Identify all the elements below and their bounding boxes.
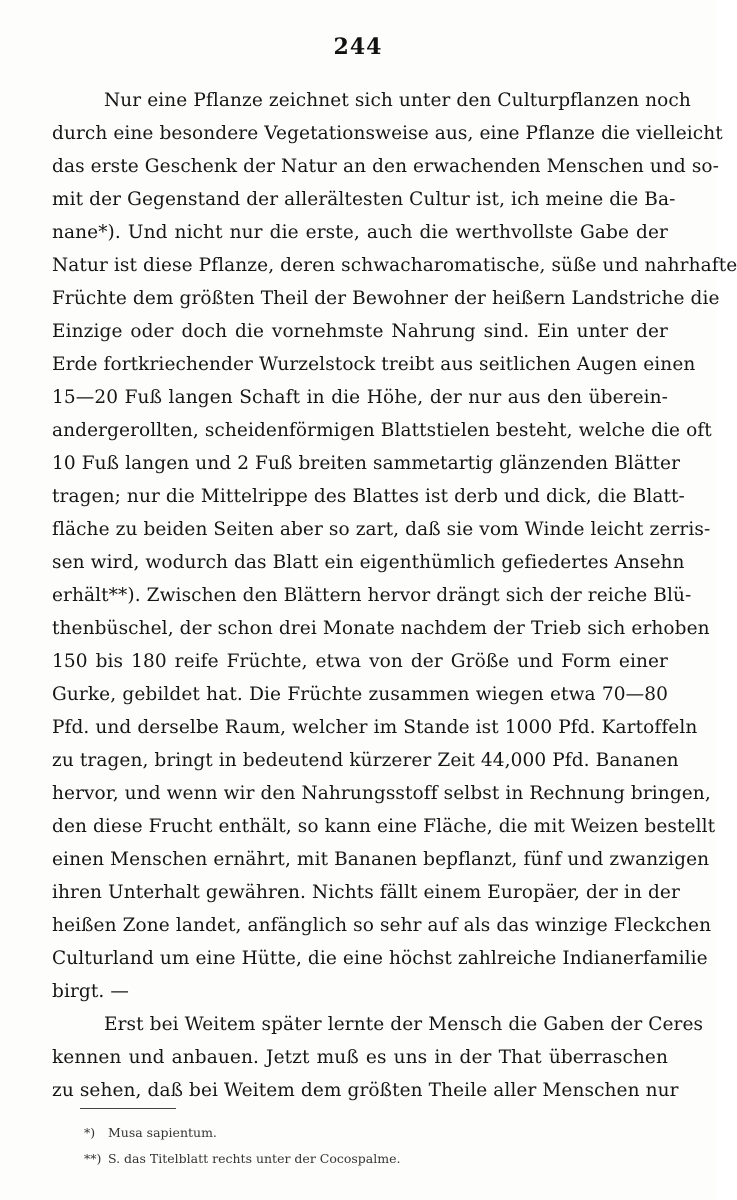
text-line: Pfd. und derselbe Raum, welcher im Stande ist 1000 Pfd. Kartoffeln bbox=[52, 717, 698, 738]
text-line: heißen Zone landet, anfänglich so sehr auf als das winzige Fleckchen bbox=[52, 915, 712, 936]
text-line: ihren Unterhalt gewähren. Nichts fällt einem Europäer, der in der bbox=[52, 882, 680, 903]
footnote-text: Musa sapientum. bbox=[107, 1125, 217, 1140]
footnote-mark: *) bbox=[84, 1125, 96, 1140]
text-line: fläche zu beiden Seiten aber so zart, daß sie vom Winde leicht zerris- bbox=[52, 519, 711, 540]
text-line: Gurke, gebildet hat. Die Früchte zusammen wiegen etwa 70—80 bbox=[52, 684, 668, 705]
text-line: thenbüschel, der schon drei Monate nachdem der Trieb sich erhoben bbox=[52, 618, 710, 639]
text-line: Erde fortkriechender Wurzelstock treibt aus seitlichen Augen einen bbox=[52, 354, 696, 375]
text-line: Nur eine Pflanze zeichnet sich unter den Culturpflanzen noch bbox=[104, 90, 691, 111]
text-line: einen Menschen ernährt, mit Bananen bepflanzt, fünf und zwanzigen bbox=[52, 849, 710, 870]
text-line: zu sehen, daß bei Weitem dem größten Theile aller Menschen nur bbox=[52, 1080, 679, 1101]
text-line: Culturland um eine Hütte, die eine höchst zahlreiche Indianerfamilie bbox=[52, 948, 708, 969]
text-line: Früchte dem größten Theil der Bewohner der heißern Landstriche die bbox=[52, 288, 720, 309]
text-line: sen wird, wodurch das Blatt ein eigenthümlich gefiedertes Ansehn bbox=[52, 552, 685, 573]
text-line: tragen; nur die Mittelrippe des Blattes ist derb und dick, die Blatt- bbox=[52, 486, 685, 507]
text-line: birgt. — bbox=[52, 981, 129, 1002]
text-line: Natur ist diese Pflanze, deren schwacharomatische, süße und nahrhafte bbox=[52, 255, 737, 276]
text-line: Erst bei Weitem später lernte der Mensch die Gaben der Ceres bbox=[104, 1014, 704, 1035]
page-number: 244 bbox=[333, 34, 383, 60]
body-text bbox=[52, 84, 737, 1107]
text-line: andergerollten, scheidenförmigen Blattstielen besteht, welche die oft bbox=[52, 420, 712, 441]
text-line: nane*). Und nicht nur die erste, auch die werthvollste Gabe der bbox=[52, 222, 668, 243]
footnote-2 bbox=[84, 1146, 644, 1172]
text-line: 15—20 Fuß langen Schaft in die Höhe, der nur aus den überein- bbox=[52, 387, 668, 408]
text-line: durch eine besondere Vegetationsweise aus, eine Pflanze die vielleicht bbox=[52, 123, 723, 144]
text-line: das erste Geschenk der Natur an den erwachenden Menschen und so- bbox=[52, 156, 719, 177]
paragraph-1 bbox=[52, 84, 737, 1008]
text-line: 10 Fuß langen und 2 Fuß breiten sammetartig glänzenden Blätter bbox=[52, 453, 681, 474]
footnotes bbox=[84, 1120, 644, 1172]
text-line: hervor, und wenn wir den Nahrungsstoff selbst in Rechnung bringen, bbox=[52, 783, 711, 804]
text-line: den diese Frucht enthält, so kann eine Fläche, die mit Weizen bestellt bbox=[52, 816, 716, 837]
footnote-mark: **) bbox=[84, 1151, 102, 1166]
text-line: 150 bis 180 reife Früchte, etwa von der Größe und Form einer bbox=[52, 651, 668, 672]
footnote-1 bbox=[84, 1120, 644, 1146]
footnote-text: S. das Titelblatt rechts unter der Cocospalme. bbox=[107, 1151, 401, 1166]
text-line: kennen und anbauen. Jetzt muß es uns in der That überraschen bbox=[52, 1047, 668, 1068]
footnote-divider bbox=[80, 1108, 176, 1109]
text-line: zu tragen, bringt in bedeutend kürzerer Zeit 44,000 Pfd. Bananen bbox=[52, 750, 679, 771]
paragraph-2 bbox=[52, 1008, 704, 1107]
text-line: mit der Gegenstand der allerältesten Cultur ist, ich meine die Ba- bbox=[52, 189, 676, 210]
text-line: Einzige oder doch die vornehmste Nahrung sind. Ein unter der bbox=[52, 321, 668, 342]
text-line: erhält**). Zwischen den Blättern hervor drängt sich der reiche Blü- bbox=[52, 585, 692, 606]
